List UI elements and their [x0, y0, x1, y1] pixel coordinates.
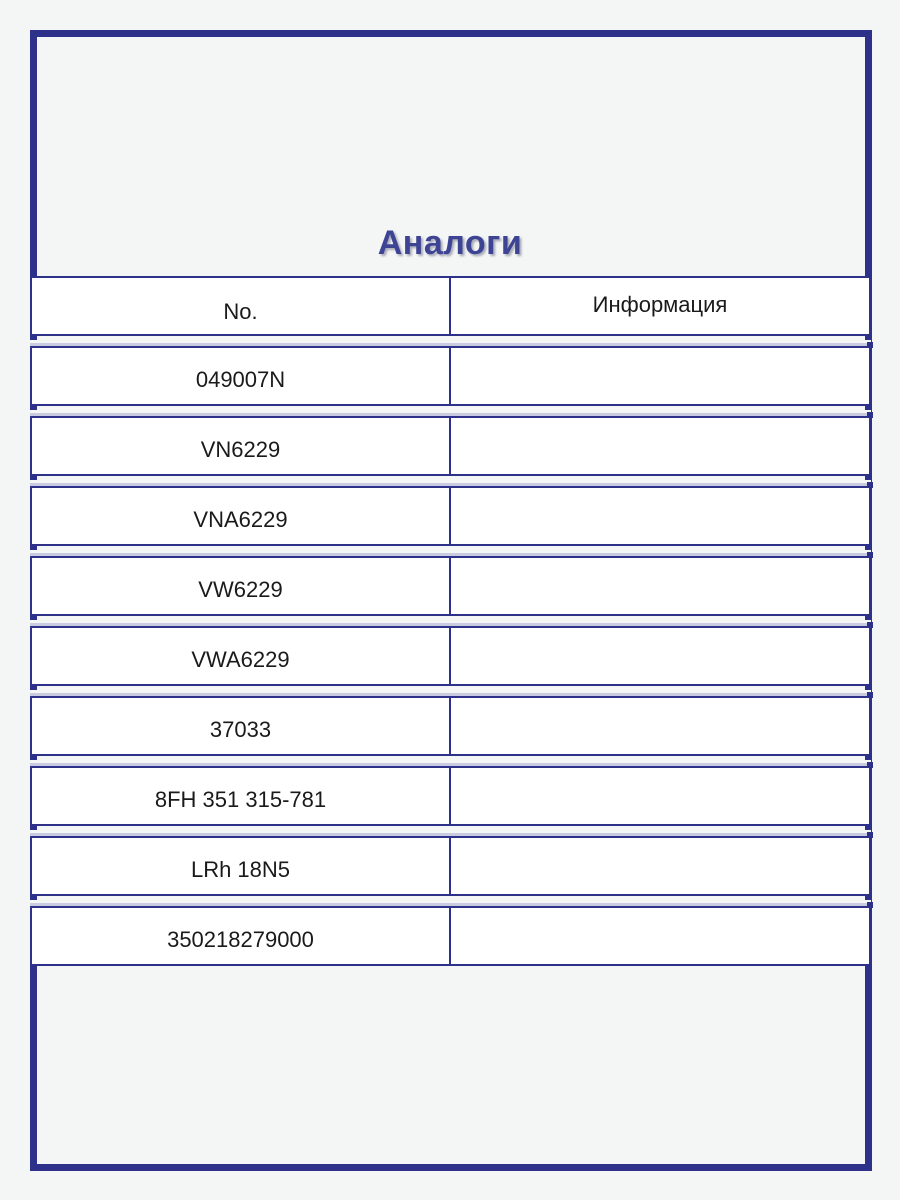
- part-number-cell: VNA6229: [32, 488, 451, 544]
- part-number-cell: 049007N: [32, 348, 451, 404]
- column-header-no: No.: [32, 278, 451, 334]
- info-cell: [451, 558, 869, 614]
- part-number-cell: LRh 18N5: [32, 838, 451, 894]
- table-row: [30, 556, 871, 616]
- info-cell: [451, 348, 869, 404]
- info-cell: [451, 768, 869, 824]
- info-cell: [451, 908, 869, 964]
- row-corner-mark: [867, 832, 873, 838]
- part-number-cell: 350218279000: [32, 908, 451, 964]
- page-title: Аналоги: [377, 224, 523, 262]
- table-row: [30, 346, 871, 406]
- row-corner-mark: [867, 552, 873, 558]
- row-corner-mark: [867, 622, 873, 628]
- row-corner-mark: [867, 482, 873, 488]
- table-row: [30, 416, 871, 476]
- row-corner-mark: [867, 412, 873, 418]
- info-cell: [451, 418, 869, 474]
- part-number-cell: VN6229: [32, 418, 451, 474]
- table-row: [30, 836, 871, 896]
- info-cell: [451, 698, 869, 754]
- table-header: [30, 276, 871, 336]
- table-row: [30, 906, 871, 966]
- row-corner-mark: [867, 902, 873, 908]
- table-row: [30, 626, 871, 686]
- row-corner-mark: [867, 342, 873, 348]
- table-row: [30, 486, 871, 546]
- table-row: [30, 696, 871, 756]
- table-row: [30, 766, 871, 826]
- column-header-info: Информация: [592, 292, 728, 317]
- part-number-cell: 37033: [32, 698, 451, 754]
- row-corner-mark: [867, 762, 873, 768]
- info-cell: [451, 628, 869, 684]
- part-number-cell: VW6229: [32, 558, 451, 614]
- part-number-cell: 8FH 351 315-781: [32, 768, 451, 824]
- info-cell: [451, 488, 869, 544]
- row-corner-mark: [867, 692, 873, 698]
- info-cell: [451, 838, 869, 894]
- part-number-cell: VWA6229: [32, 628, 451, 684]
